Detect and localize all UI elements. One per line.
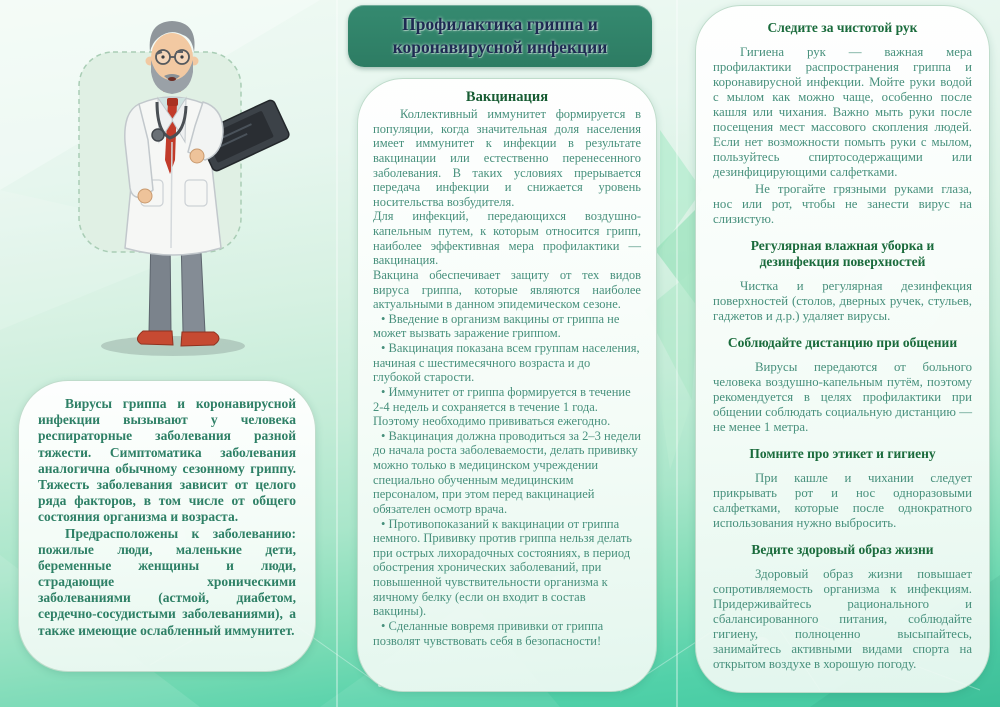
vaccination-bullet-1: • Введение в организм вакцины от гриппа не может вызвать заражение гриппом.	[373, 311, 620, 341]
intro-paragraph-2: Предрасположены к заболеванию: пожилые люди, маленькие дети, беременные женщины и люди, страдающие хроническими заболеваниями (астмой, диабетом, сердечно-сосудистыми заболеваниями), а также имеющие ослабленный иммунитет.	[38, 525, 296, 638]
vaccination-paragraph-2: Для инфекций, передающихся воздушно-капельным путем, к которым относится грипп, наиболее эффективная мера профилактики — вакцинация.	[373, 209, 641, 268]
section-heading-etiquette: Помните про этикет и гигиену	[749, 446, 936, 462]
healthy-lifestyle-paragraph: Здоровый образ жизни повышает сопротивляемость организма к инфекциям. Придерживайтесь рационального и сбалансированного питания, соблюдайте гигиену, полноценно высыпайтесь, занимайтесь активными видами спорта на открытом воздухе в хорошую погоду.	[713, 567, 972, 672]
vaccination-panel	[357, 78, 657, 692]
distance-paragraph: Вирусы передаются от больного человека воздушно-капельным путём, поэтому рекомендуется в целях профилактики при общении соблюдать социальную дистанцию — не менее 1 метра.	[713, 360, 972, 435]
hand-hygiene-paragraph-2: Не трогайте грязными руками глаза, нос или рот, чтобы не занести вирус на слизистую.	[713, 181, 972, 226]
vaccination-bullet-6: • Сделанные вовремя прививки от гриппа позволят чувствовать себя в безопасности!	[373, 618, 604, 648]
fold-line-left	[336, 0, 338, 707]
vaccination-heading: Вакцинация	[465, 89, 549, 105]
cleaning-paragraph: Чистка и регулярная дезинфекция поверхностей (столов, дверных ручек, стульев, гаджетов и д.р.) удаляет вирусы.	[713, 279, 972, 324]
title-line-1: Профилактика гриппа и	[402, 14, 598, 35]
vaccination-bullet-3: • Иммунитет от гриппа формируется в течение 2-4 недель и сохраняется в течение 1 года. Поэтому необходимо прививаться ежегодно.	[373, 384, 631, 429]
section-heading-distance: Соблюдайте дистанцию при общении	[727, 335, 958, 351]
vaccination-paragraph-1: Коллективный иммунитет формируется в популяции, когда значительная доля населения имеет иммунитет к инфекции в результате вакцинации или естественно перенесенного заболевания. В таких условиях прерывается передача инфекции и снижается уровень носительства возбудителя.	[373, 107, 641, 209]
vaccination-bullet-4: • Вакцинация должна проводиться за 2–3 недели до начала роста заболеваемости, делать прививку можно только в медицинском учреждении специально обученным медицинским персоналом, при этом перед вакцинацией обязателен осмотр врача.	[373, 428, 641, 516]
intro-paragraph-1: Вирусы гриппа и коронавирусной инфекции вызывают у человека респираторные заболевания разной тяжести. Симптоматика заболевания аналогична обычному сезонному гриппу. Тяжесть заболевания зависит от целого ряда факторов, в том числе от общего состояния организма и возраста.	[38, 396, 296, 525]
hygiene-panel	[695, 5, 990, 693]
section-heading-healthy-lifestyle: Ведите здоровый образ жизни	[751, 542, 934, 558]
section-heading-hand-hygiene: Следите за чистотой рук	[767, 20, 918, 35]
title-line-2: коронавирусной инфекции	[392, 37, 608, 57]
vaccination-paragraph-3: Вакцина обеспечивает защиту от тех видов вируса гриппа, которые являются наиболее актуальными в данном эпидемическом сезоне.	[373, 267, 641, 312]
doctor-illustration	[55, 10, 325, 372]
vaccination-bullet-2: • Вакцинация показана всем группам населения, начиная с шестимесячного возраста и до глубокой старости.	[373, 341, 640, 385]
etiquette-paragraph: При кашле и чихании следует прикрывать рот и нос одноразовыми салфетками, которые после однократного использования нужно выбросить.	[713, 471, 972, 531]
intro-panel	[18, 380, 316, 672]
hand-hygiene-paragraph-1: Гигиена рук — важная мера профилактики распространения гриппа и коронавирусной инфекции. Мойте руки водой с мылом как можно чаще, особенно после кашля или чихания. Важно мыть руки после посещения мест массового скопления людей. Если нет возможности помыть руки с мылом, пользуйтесь спиртосодержащими или дезинфицирующими салфетками.	[713, 45, 972, 179]
fold-line-right	[676, 0, 678, 707]
vaccination-bullet-5: • Противопоказаний к вакцинации от гриппа немного. Прививку против гриппа нельзя делать при острых лихорадочных состояниях, в период обострения хронических заболеваний, при повышенной чувствительности организма к яичному белку (если он входит в состав вакцины).	[373, 516, 632, 619]
section-heading-cleaning: Регулярная влажная уборка и дезинфекция поверхностей	[750, 237, 935, 269]
brochure-title	[348, 5, 652, 67]
